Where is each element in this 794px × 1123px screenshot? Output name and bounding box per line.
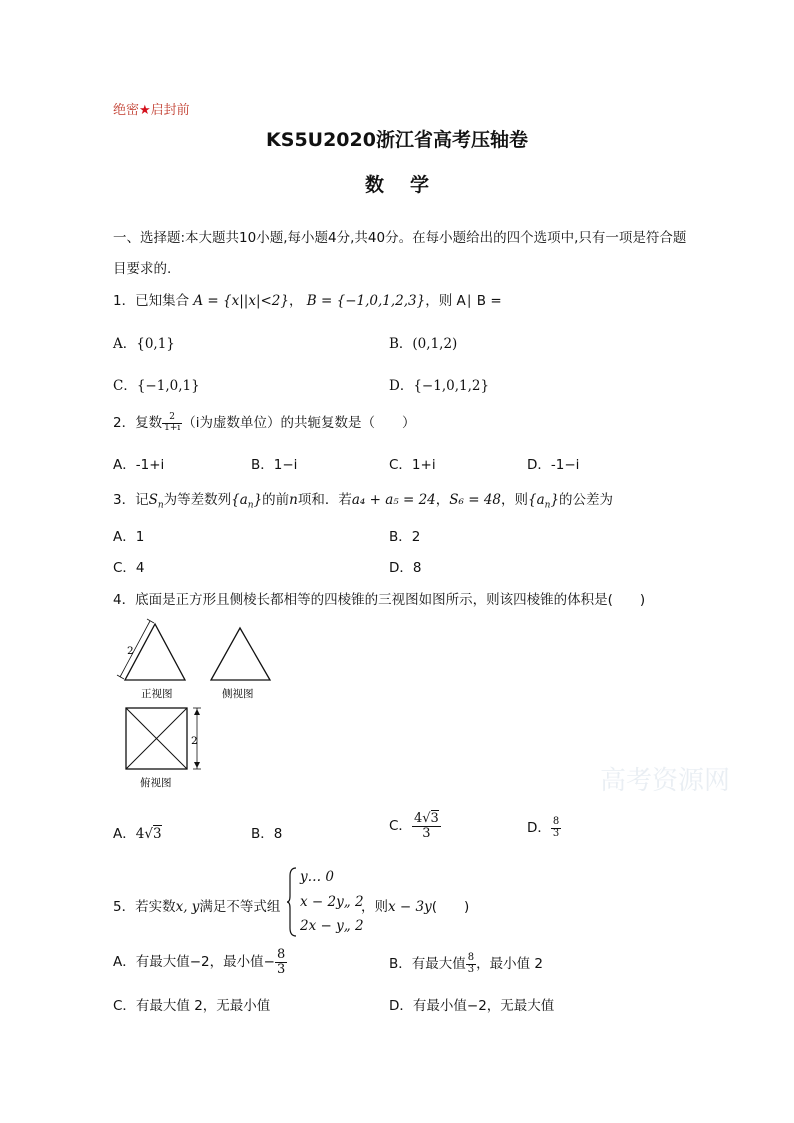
q5-opt-a-den: 3: [276, 961, 286, 977]
q3-eq-1: a₄ + a₅ = 24: [351, 492, 436, 508]
q3-option-a: A．1: [113, 529, 145, 545]
q1-option-b: B．(0,1,2): [389, 336, 458, 352]
q5-opt-b-den: 3: [467, 963, 475, 975]
question-4: 4．底面是正方形且侧棱长都相等的四棱锥的三视图如图所示，则该四棱锥的体积是( ): [113, 592, 646, 608]
q1-tail: ，则 A∣ B =: [425, 293, 502, 309]
q2-frac-num: 2: [162, 413, 182, 423]
q3-an-close-2: }: [550, 492, 560, 508]
q4-opt-d-fraction: [551, 817, 561, 839]
q3-an: {a: [231, 492, 248, 508]
q3-sep: ，: [435, 492, 450, 508]
q1-set-b: B = {−1,0,1,2,3}: [306, 293, 426, 309]
section-intro: 一、选择题:本大题共10小题,每小题4分,共40分。在每小题给出的四个选项中,只有一项是符合题目要求的.: [113, 230, 687, 277]
q5-opt-a-num: 8: [276, 947, 286, 962]
q5-opt-b-text: B．有最大值: [389, 956, 466, 972]
q3-option-b: B．2: [389, 529, 421, 545]
q5-vars: x, y: [175, 899, 200, 915]
q4-opt-c-coef: 4: [413, 811, 423, 826]
star-icon: ★: [139, 103, 151, 118]
q1-option-c: C．{−1,0,1}: [113, 378, 200, 394]
q4-opt-c-fraction: [412, 812, 441, 840]
q4-opt-c-label: C．: [389, 818, 412, 835]
watermark: 高考资源网: [600, 766, 731, 796]
arrow-down-icon: [194, 762, 200, 768]
q2-text: 2．复数: [113, 415, 163, 431]
q2-fraction: [162, 413, 182, 433]
q3-eq-2: S₆ = 48: [449, 492, 501, 508]
q4-option-a: [113, 822, 162, 842]
q5-paren: ( ): [431, 899, 470, 915]
q5-option-a: [113, 948, 287, 976]
front-view-triangle: [125, 624, 185, 680]
side-view-triangle: [211, 628, 270, 680]
q1-text: 1．已知集合: [113, 293, 190, 309]
three-view-figure: [113, 618, 273, 796]
sqrt-icon: √: [144, 826, 153, 842]
q2-tail: （i为虚数单位）的共轭复数是（ ）: [182, 415, 416, 431]
q5-expr: x − 3y: [388, 899, 432, 915]
q3-text-7: 的公差为: [559, 492, 614, 508]
q4-opt-c-radicand: 3: [430, 811, 439, 826]
question-1: [113, 289, 502, 309]
q3-option-d: D．8: [389, 560, 422, 576]
q4-option-c: [389, 812, 441, 840]
q5-ineq-1: y… 0: [300, 869, 335, 885]
q4-option-d: [527, 816, 561, 839]
q3-sn: S: [148, 492, 158, 508]
q3-option-c: C．4: [113, 560, 145, 576]
question-3: [113, 488, 613, 511]
q4-opt-a-coef: 4: [135, 826, 145, 842]
slant-tick-top: [147, 619, 154, 623]
q4-opt-a-radicand: 3: [152, 826, 162, 842]
front-view-label: 正视图: [141, 688, 173, 700]
question-5-tail: [361, 895, 469, 915]
q4-opt-d-num: 8: [552, 816, 560, 827]
q5-opt-b-fraction: [466, 953, 476, 975]
q2-frac-den: 1+i: [164, 422, 181, 433]
q3-n: n: [289, 492, 298, 508]
q3-text-6: ，则: [501, 492, 528, 508]
q3-an-close: }: [253, 492, 263, 508]
q2-option-d: D．-1−i: [527, 457, 580, 473]
q4-opt-a-label: A．: [113, 826, 136, 842]
q5-ineq-2: x − 2y„ 2: [300, 894, 364, 910]
q3-text-1: 3．记: [113, 492, 149, 508]
q1-option-d: D．{−1,0,1,2}: [389, 378, 490, 394]
q1-sep: ，: [289, 293, 303, 309]
q1-option-a: A．{0,1}: [113, 336, 175, 352]
q5-text-1: 5．若实数: [113, 899, 176, 915]
q5-opt-b-num: 8: [467, 952, 475, 963]
confidential-mark: [113, 99, 190, 118]
q5-option-d: D．有最小值−2，无最大值: [389, 998, 555, 1014]
top-view-label: 俯视图: [140, 777, 172, 789]
sqrt-icon: √: [422, 811, 431, 826]
q3-an-2: {a: [528, 492, 545, 508]
q1-set-a: A = {x||x|<2}: [193, 293, 289, 309]
q3-text-3: 的前: [262, 492, 290, 508]
side-dimension-label: 2: [191, 735, 198, 747]
question-2: [113, 411, 416, 433]
slant-dimension-line: [120, 621, 150, 677]
confidential-text: 绝密: [113, 103, 140, 118]
brace-icon: [286, 866, 298, 938]
q4-opt-c-den: 3: [422, 825, 431, 841]
q5-text-3: ，则: [361, 899, 388, 915]
q5-option-b: [389, 952, 543, 975]
q2-option-b: B．1−i: [251, 457, 298, 473]
side-view-label: 侧视图: [222, 688, 254, 700]
exam-title: KS5U2020浙江省高考压轴卷: [266, 129, 528, 151]
q3-an-sub-2: n: [544, 500, 551, 511]
confidential-text-2: 启封前: [150, 103, 190, 118]
q5-option-c: C．有最大值 2，无最小值: [113, 998, 271, 1014]
exam-subject: 数学: [364, 174, 455, 196]
q4-opt-d-den: 3: [552, 827, 560, 839]
q4-option-b: B．8: [251, 826, 283, 842]
q5-opt-b-post: ，最小值 2: [476, 956, 544, 972]
question-5-lead: [113, 895, 280, 915]
q2-option-c: C．1+i: [389, 457, 436, 473]
q5-text-2: 满足不等式组: [199, 899, 281, 915]
q3-text-4: 项和．若: [297, 492, 352, 508]
q2-option-a: A．-1+i: [113, 457, 165, 473]
q3-text-2: 为等差数列: [163, 492, 232, 508]
q5-ineq-3: 2x − y„ 2: [300, 918, 364, 934]
q3-sn-sub: n: [157, 500, 164, 511]
q3-an-sub: n: [247, 500, 254, 511]
slant-dimension-label: 2: [127, 645, 134, 657]
q5-opt-a-fraction: [275, 948, 287, 976]
arrow-up-icon: [194, 709, 200, 715]
q5-opt-a-text: A．有最大值−2，最小值−: [113, 954, 275, 971]
q4-opt-c-num: [412, 812, 441, 827]
q4-opt-d-label: D．: [527, 820, 551, 836]
